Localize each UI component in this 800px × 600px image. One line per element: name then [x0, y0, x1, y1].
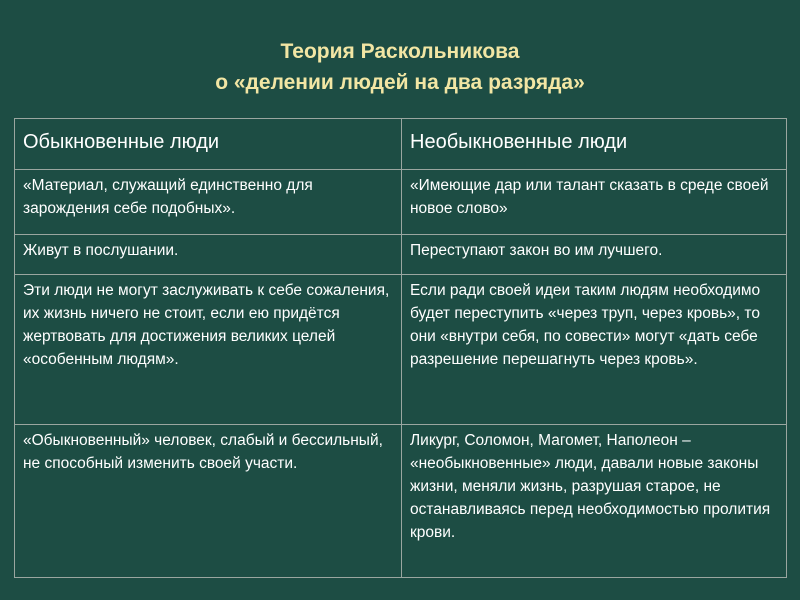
comparison-table [14, 118, 787, 578]
table-row [15, 170, 787, 235]
title-line-1: Теория Раскольникова [280, 40, 520, 63]
table-row [15, 235, 787, 275]
table-cell: «Имеющие дар или талант сказать в среде своей новое слово» [402, 170, 787, 235]
table-cell: «Материал, служащий единственно для зарождения себе подобных». [15, 170, 402, 235]
table-header-row [15, 119, 787, 170]
title-line-2: о «делении людей на два разряда» [215, 71, 585, 94]
table-cell: Живут в послушании. [15, 235, 402, 275]
table-cell: Эти люди не могут заслуживать к себе сожаления, их жизнь ничего не стоит, если ею придётся жертвовать для достижения великих целей «особенным людям». [15, 275, 402, 425]
table-cell: Если ради своей идеи таким людям необходимо будет переступить «через труп, через кровь», то они «внутри себя, по совести» могут «дать себе разрешение перешагнуть через кровь». [402, 275, 787, 425]
table-cell: «Обыкновенный» человек, слабый и бессильный, не способный изменить своей участи. [15, 425, 402, 578]
table-cell: Переступают закон во им лучшего. [402, 235, 787, 275]
slide-title [0, 36, 800, 98]
table-cell: Ликург, Соломон, Магомет, Наполеон – «необыкновенные» люди, давали новые законы жизни, меняли жизнь, разрушая старое, не останавливаясь перед необходимостью пролития крови. [402, 425, 787, 578]
table-row [15, 275, 787, 425]
header-extraordinary-people: Необыкновенные люди [402, 119, 787, 170]
header-ordinary-people: Обыкновенные люди [15, 119, 402, 170]
table-row [15, 425, 787, 578]
